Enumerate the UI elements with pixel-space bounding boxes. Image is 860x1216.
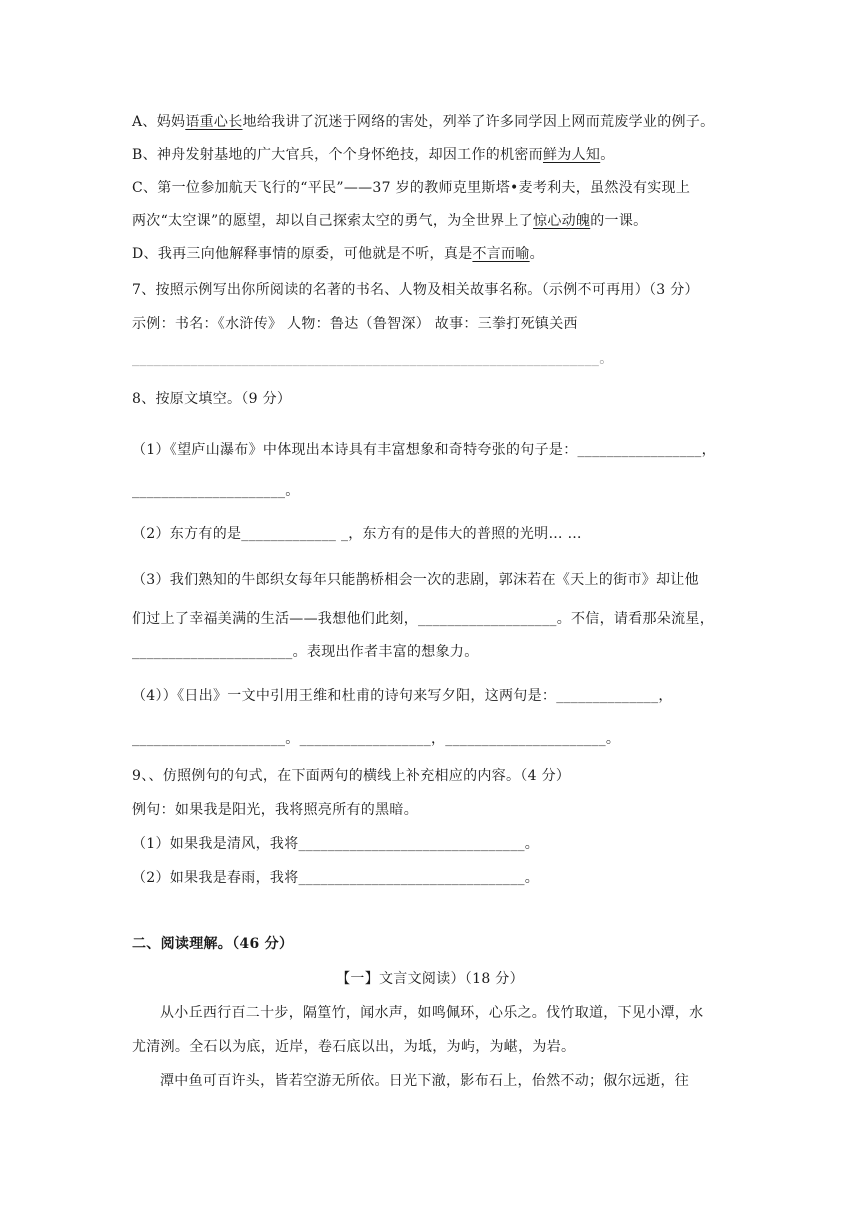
option-a-text-end: 地给我讲了沉迷于网络的害处，列举了许多同学因上网而荒废学业的例子。: [242, 114, 715, 130]
classical-reading-subheading: 【一】文言文阅读）（18 分）: [336, 971, 524, 987]
option-c-text: 两次“太空课”的愿望，却以自己探索太空的勇气，为全世界上了: [132, 213, 534, 229]
question-7-stem: 7、按照示例写出你所阅读的名著的书名、人物及相关故事名称。（示例不可再用）（3 分）: [132, 282, 699, 298]
question-7-example: 示例：书名：《水浒传》 人物：鲁达（鲁智深） 故事：三拳打死镇关西: [132, 316, 578, 332]
question-8-part4-line2[interactable]: _____________________。__________________，______________________。: [132, 731, 621, 747]
question-9-stem: 9、、仿照例句的句式，在下面两句的横线上补充相应的内容。（4 分）: [132, 768, 571, 784]
option-b-text-end: 。: [600, 147, 615, 163]
option-b-underlined-idiom: 鲜为人知: [543, 147, 601, 163]
question-9-sentence2[interactable]: （2）如果我是春雨，我将_______________________________。: [132, 870, 540, 886]
option-c-line2: [132, 211, 647, 231]
option-c-line1: C、第一位参加航天飞行的“平民”——37 岁的教师克里斯塔•麦考利夫，虽然没有实现上: [132, 180, 691, 196]
option-d-text: D、我再三向他解释事情的原委，可他就是不听，真是: [132, 246, 473, 262]
question-8-stem: 8、按原文填空。（9 分）: [132, 391, 292, 407]
option-c-underlined-idiom: 惊心动魄: [533, 213, 591, 229]
option-a-text: A、妈妈: [132, 114, 186, 130]
question-8-part3-line2: 们过上了幸福美满的生活——我想他们此刻，___________________。不信，请看那朵流星，: [132, 611, 714, 627]
question-9-example: 例句：如果我是阳光，我将照亮所有的黑暗。: [132, 802, 418, 818]
question-8-part3-line3: ______________________。表现出作者丰富的想象力。: [132, 644, 479, 660]
question-8-part1-line1: （1）《望庐山瀑布》中体现出本诗具有丰富想象和奇特夸张的句子是：_________________，: [132, 442, 716, 458]
passage-para1-line1: 从小丘西行百二十步，隔篁竹，闻水声，如鸣佩环，心乐之。伐竹取道，下见小潭，水: [160, 1005, 704, 1021]
question-8-part2: （2）东方有的是_____________ _，东方有的是伟大的普照的光明… …: [132, 526, 582, 542]
option-c-text-end: 的一课。: [590, 213, 648, 229]
question-8-part3-line1: （3）我们熟知的牛郎织女每年只能鹊桥相会一次的悲剧，郭沫若在《天上的街市》却让他: [132, 572, 699, 588]
option-d: [132, 244, 544, 264]
passage-para2-line1: 潭中鱼可百许头，皆若空游无所依。日光下澈，影布石上，佁然不动；俶尔远逝，往: [160, 1073, 690, 1089]
question-8-part4-line1: （4））《日出》一文中引用王维和杜甫的诗句来写夕阳，这两句是：______________，: [132, 688, 673, 704]
question-8-part1-line2[interactable]: _____________________。: [132, 483, 300, 499]
option-a-underlined-idiom: 语重心长: [185, 114, 243, 130]
question-7-answer-blank[interactable]: ________________________________________________________________。: [132, 351, 614, 367]
option-d-underlined-idiom: 不言而喻: [472, 246, 530, 262]
passage-para1-line2: 尤清洌。全石以为底，近岸，卷石底以出，为坻，为屿，为嵁，为岩。: [132, 1039, 576, 1055]
option-b: [132, 145, 615, 165]
option-b-text: B、神舟发射基地的广大官兵，个个身怀绝技，却因工作的机密而: [132, 147, 543, 163]
question-9-sentence1[interactable]: （1）如果我是清风，我将_______________________________。: [132, 836, 540, 852]
section-2-heading: 二、阅读理解。（46 分）: [132, 936, 294, 952]
option-a: [132, 112, 714, 132]
option-d-text-end: 。: [529, 246, 544, 262]
